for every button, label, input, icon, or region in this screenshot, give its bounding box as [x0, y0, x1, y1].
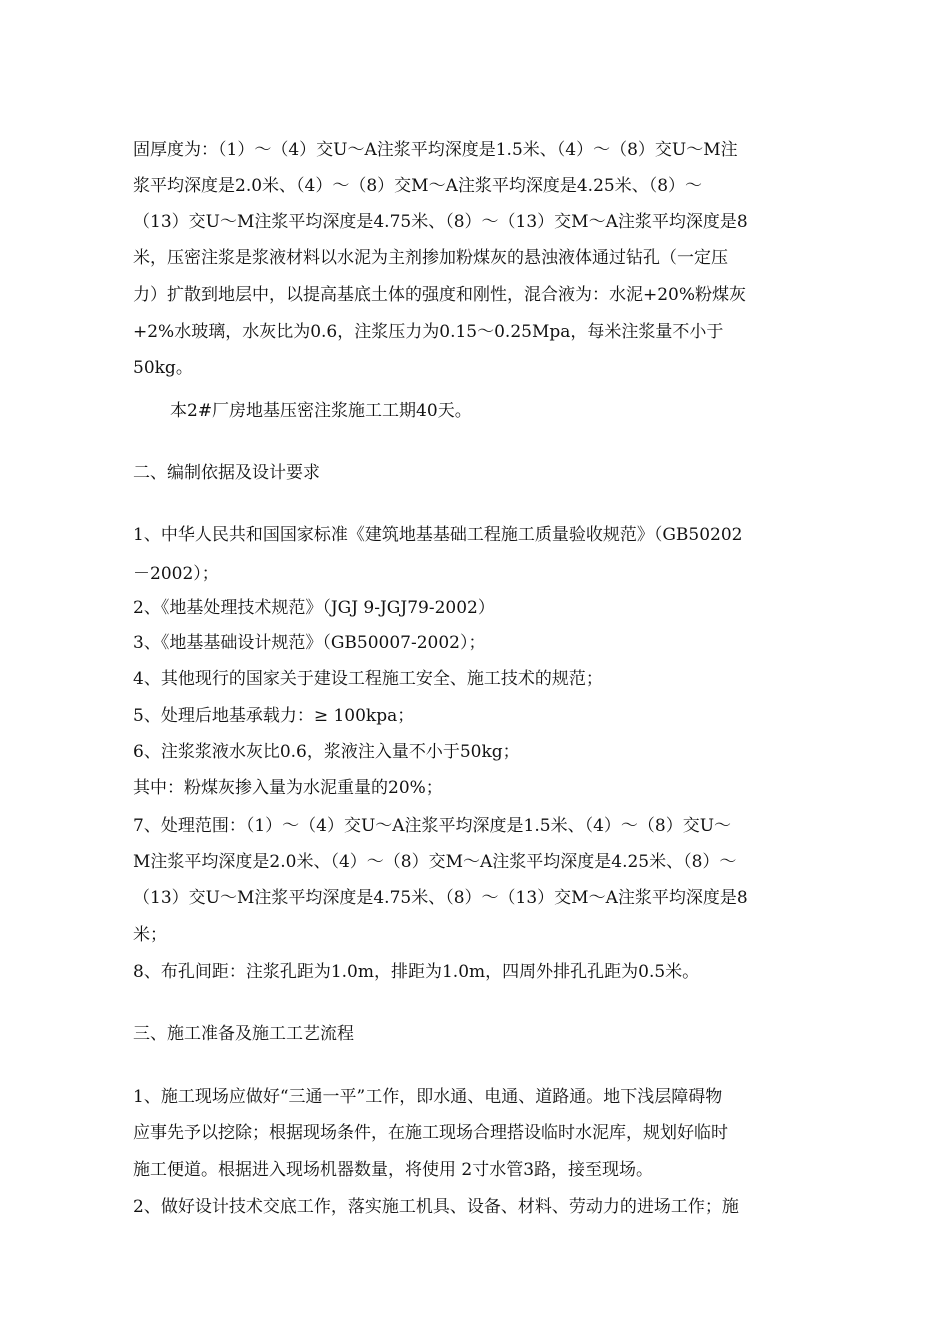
- text-line: 固厚度为：（1）～（4）交U～A注浆平均深度是1.5米、（4）～（8）交U～M注: [133, 140, 738, 160]
- text-line: 3、《地基基础设计规范》（GB50007-2002）；: [133, 633, 486, 653]
- duration-line: 本2#厂房地基压密注浆施工工期40天。: [170, 401, 472, 421]
- text-line: 其中：粉煤灰掺入量为水泥重量的20%；: [133, 778, 443, 798]
- text-line: 力）扩散到地层中，以提高基底土体的强度和刚性，混合液为：水泥+20%粉煤灰: [133, 285, 747, 305]
- text-line: （13）交U～M注浆平均深度是4.75米、（8）～（13）交M～A注浆平均深度是8: [133, 888, 748, 908]
- text-line: 施工便道。根据进入现场机器数量，将使用 2寸水管3路，接至现场。: [133, 1160, 654, 1180]
- text-line: 6、注浆浆液水灰比0.6，浆液注入量不小于50kg；: [133, 742, 520, 762]
- text-line: 应事先予以挖除；根据现场条件，在施工现场合理搭设临时水泥库，规划好临时: [133, 1123, 728, 1143]
- text-line: 2、做好设计技术交底工作，落实施工机具、设备、材料、劳动力的进场工作；施: [133, 1197, 739, 1217]
- text-line: （13）交U～M注浆平均深度是4.75米、（8）～（13）交M～A注浆平均深度是8: [133, 212, 748, 232]
- text-line: +2%水玻璃，水灰比为0.6，注浆压力为0.15～0.25Mpa，每米注浆量不小于: [133, 322, 724, 342]
- section-heading: 二、编制依据及设计要求: [133, 463, 320, 483]
- text-line: 4、其他现行的国家关于建设工程施工安全、施工技术的规范；: [133, 669, 603, 689]
- text-line: 浆平均深度是2.0米、（4）～（8）交M～A注浆平均深度是4.25米、（8）～: [133, 176, 703, 196]
- text-line: 米，压密注浆是浆液材料以水泥为主剂掺加粉煤灰的悬浊液体通过钻孔（一定压: [133, 248, 728, 268]
- text-line: 米；: [133, 925, 167, 945]
- text-line: M注浆平均深度是2.0米、（4）～（8）交M～A注浆平均深度是4.25米、（8）～: [133, 852, 737, 872]
- text-line: 1、中华人民共和国国家标准《建筑地基基础工程施工质量验收规范》（GB50202: [133, 525, 743, 545]
- text-line: 2、《地基处理技术规范》（JGJ 9-JGJ79-2002）: [133, 598, 495, 618]
- text-line: 5、处理后地基承载力：≥ 100kpa；: [133, 706, 415, 726]
- text-line: －2002）；: [133, 564, 219, 584]
- text-line: 8、布孔间距：注浆孔距为1.0m，排距为1.0m，四周外排孔孔距为0.5米。: [133, 962, 700, 982]
- text-line: 1、施工现场应做好“三通一平”工作，即水通、电通、道路通。地下浅层障碍物: [133, 1087, 723, 1107]
- text-line: 50kg。: [133, 358, 193, 378]
- text-line: 7、处理范围：（1）～（4）交U～A注浆平均深度是1.5米、（4）～（8）交U～: [133, 816, 732, 836]
- section-heading: 三、施工准备及施工工艺流程: [133, 1024, 354, 1044]
